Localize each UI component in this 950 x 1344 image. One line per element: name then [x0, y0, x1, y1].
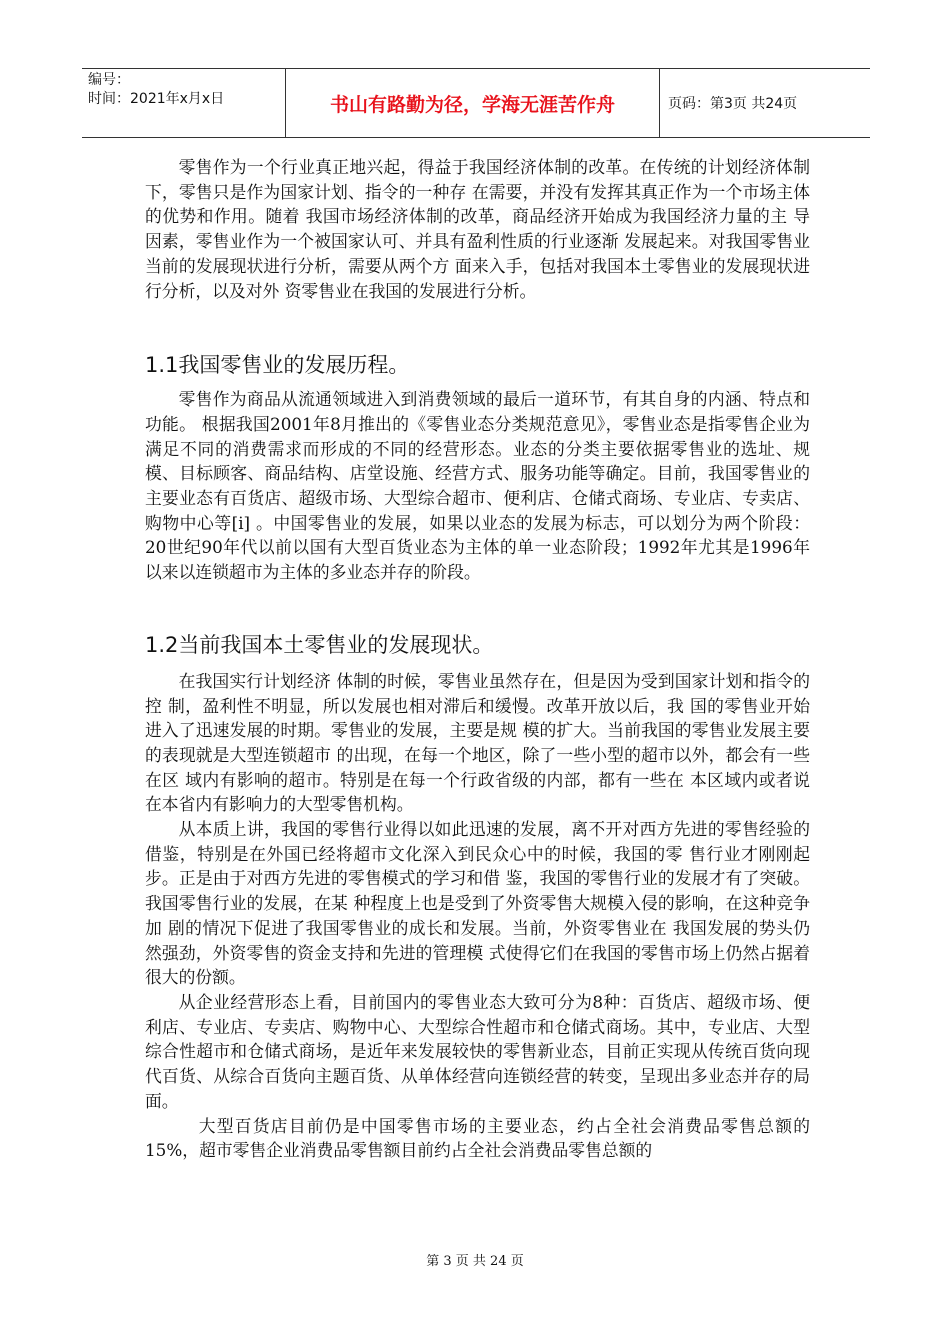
page-footer: 第 3 页 共 24 页	[426, 1254, 524, 1269]
header-motto: 书山有路勤为径，学海无涯苦作舟	[286, 69, 660, 137]
section-2-paragraph-4: 大型百货店目前仍是中国零售市场的主要业态，约占全社会消费品零售总额的15%，超市零售企业消费品零售额目前约占全社会消费品零售总额的	[145, 1115, 810, 1161]
section-1-paragraph: 零售作为商品从流通领域进入到消费领域的最后一道环节，有其自身的内涵、特点和功能。 根据我国2001年8月推出的《零售业态分类规范意见》，零售业态是指零售企业为满足不同的消费需求而形成的不同的经营形态。业态的分类主要依据零售业的选址、规模、目标顾客、商品结构、店堂设施、经营方式、服务功能等确定。目前，我国零售业的主要业态有百货店、超级市场、大型综合超市、便利店、仓储式商场、专业店、专卖店、购物中心等[i] 。中国零售业的发展，如果以业态的发展为标志，可以划分为两个阶段：20世纪90年代以前以国有大型百货业态为主体的单一业态阶段；1992年尤其是1996年以来以连锁超市为主体的多业态并存的阶段。	[145, 389, 810, 583]
section-1-heading: 1.1我国零售业的发展历程。	[145, 353, 410, 378]
intro-paragraph: 零售作为一个行业真正地兴起，得益于我国经济体制的改革。在传统的计划经济体制下，零售只是作为国家计划、指令的一种存 在需要，并没有发挥其真正作为一个市场主体的优势和作用。随着 我国市场经济体制的改革，商品经济开始成为我国经济力量的主 导因素，零售业作为一个被国家认可、并具有盈利性质的行业逐渐 发展起来。对我国零售业当前的发展现状进行分析，需要从两个方 面来入手，包括对我国本土零售业的发展现状进行分析，以及对外 资零售业在我国的发展进行分析。	[145, 157, 810, 301]
document-body	[145, 155, 810, 1163]
section-2-paragraph-3: 从企业经营形态上看，目前国内的零售业态大致可分为8种：百货店、超级市场、便利店、专业店、专卖店、购物中心、大型综合性超市和仓储式商场。其中，专业店、大型综合性超市和仓储式商场，是近年来发展较快的零售新业态，目前正实现从传统百货向现代百货、从综合百货向主题百货、从单体经营向连锁经营的转变，呈现出多业态并存的局面。	[145, 991, 810, 1111]
header-meta	[82, 69, 286, 137]
section-2-paragraph-1: 在我国实行计划经济 体制的时候，零售业虽然存在，但是因为受到国家计划和指令的控 制，盈利性不明显，所以发展也相对滞后和缓慢。改革开放以后，我 国的零售业开始进入了迅速发展的时期。零售业的发展，主要是规 模的扩大。当前我国的零售业发展主要的表现就是大型连锁超市 的出现，在每一个地区，除了一些小型的超市以外，都会有一些在区 域内有影响的超市。特别是在每一个行政省级的内部，都有一些在 本区域内或者说在本省内有影响力的大型零售机构。	[145, 670, 810, 815]
doc-number-label: 编号：	[88, 72, 130, 88]
doc-time-label: 时间：2021年x月x日	[88, 91, 225, 107]
section-2-paragraph-2: 从本质上讲，我国的零售行业得以如此迅速的发展，离不开对西方先进的零售经验的借鉴，特别是在外国已经将超市文化深入到民众心中的时候，我国的零 售行业才刚刚起步。正是由于对西方先进的零售模式的学习和借 鉴，我国的零售行业的发展才有了突破。我国零售行业的发展，在某 种程度上也是受到了外资零售大规模入侵的影响，在这种竞争加 剧的情况下促进了我国零售业的成长和发展。当前，外资零售业在 我国发展的势头仍然强劲，外资零售的资金支持和先进的管理模 式使得它们在我国的零售市场上仍然占据着很大的份额。	[145, 819, 810, 988]
section-2-heading: 1.2当前我国本土零售业的发展现状。	[145, 632, 494, 657]
header-table	[82, 68, 870, 138]
header-page-info: 页码：第3页 共24页	[668, 96, 798, 112]
